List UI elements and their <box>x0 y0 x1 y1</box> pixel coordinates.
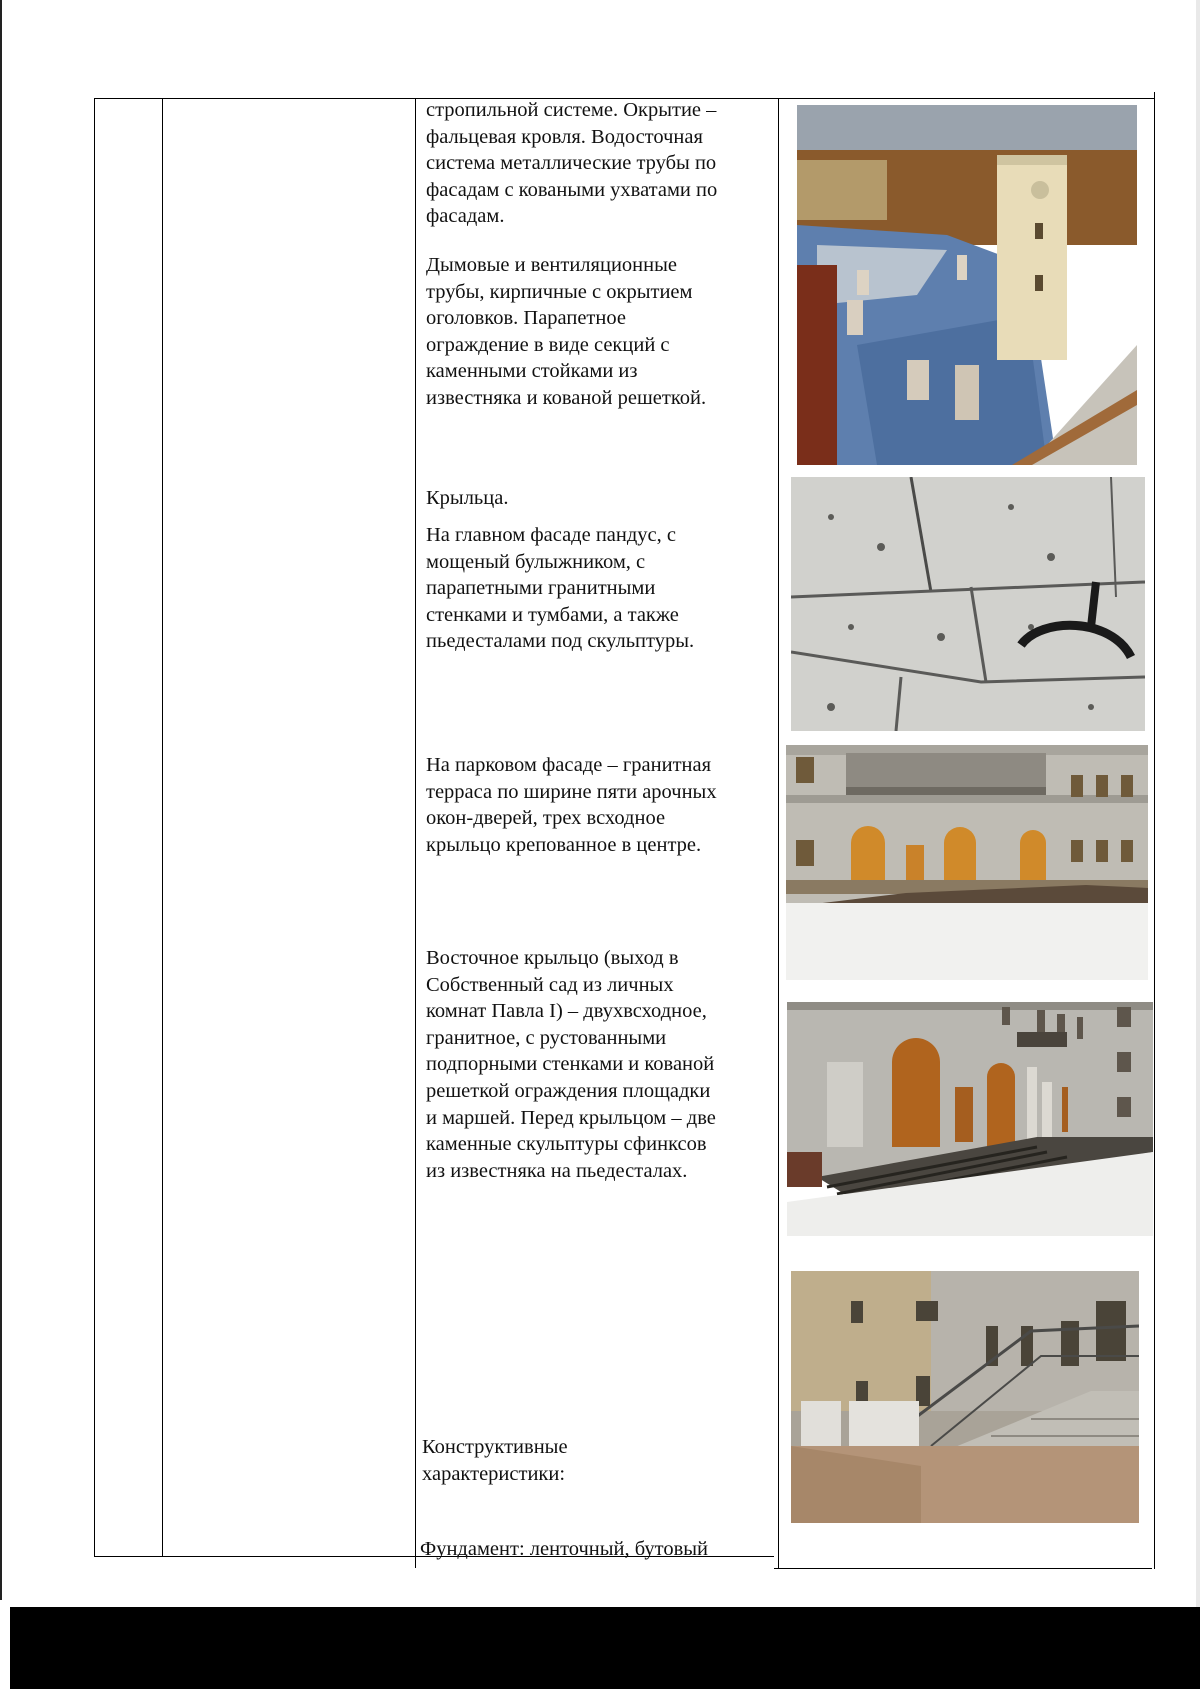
porches-heading: Крыльца. <box>426 487 509 509</box>
stone-photo-icon <box>791 477 1145 731</box>
park-facade-description: На парковом фасаде – гранитная терраса по ширине пяти арочных окон-дверей, трех всходное крыльцо крепованное в центре. <box>426 754 717 856</box>
roof-photo-icon <box>797 105 1137 465</box>
scan-bottom-bar <box>10 1607 1200 1689</box>
stairs-photo-icon <box>791 1271 1139 1523</box>
park-facade-terrace-photo <box>786 745 1148 980</box>
roof-tower-photo <box>797 105 1137 465</box>
stone-parapet-photo <box>791 477 1145 731</box>
east-porch-photo <box>787 1002 1153 1236</box>
table-border-left <box>94 98 95 1557</box>
table-bottom-rule-right <box>774 1568 1152 1569</box>
column-divider-2 <box>415 98 416 1568</box>
facade-photo-icon <box>786 745 1148 980</box>
main-facade-description: На главном фасаде пандус, с мощеный булыжником, с парапетными гранитными стенками и тумбами, а также пьедесталами под скульптуры. <box>426 524 695 653</box>
roof-description: стропильной системе. Окрытие – фальцевая кровля. Водосточная система металлические трубы по фасадам с коваными ухватами по фасадам. <box>426 99 718 228</box>
table-border-right <box>1154 92 1155 1569</box>
page-edge <box>0 0 2 1600</box>
east-porch-description: Восточное крыльцо (выход в Собственный сад из личных комнат Павла I) – двухвсходное, гранитное, с рустованными подпорными стенками и кованой решеткой ограждения площадки и маршей. Перед крыльцом – две каменные скульптуры сфинксов из известняка на пьедесталах. <box>426 947 716 1182</box>
page-edge-shadow <box>1196 0 1200 1689</box>
chimneys-description: Дымовые и вентиляционные трубы, кирпичные с окрытием оголовков. Парапетное ограждение в виде секций с каменными стойками из известняка и кованой решеткой. <box>426 254 707 409</box>
foundation-description: Фундамент: ленточный, бутовый <box>420 1538 709 1560</box>
constructive-heading: Конструктивные характеристики: <box>422 1436 568 1485</box>
porch-photo-icon <box>787 1002 1153 1236</box>
column-divider-1 <box>162 98 163 1557</box>
courtyard-stairs-photo <box>791 1271 1139 1523</box>
